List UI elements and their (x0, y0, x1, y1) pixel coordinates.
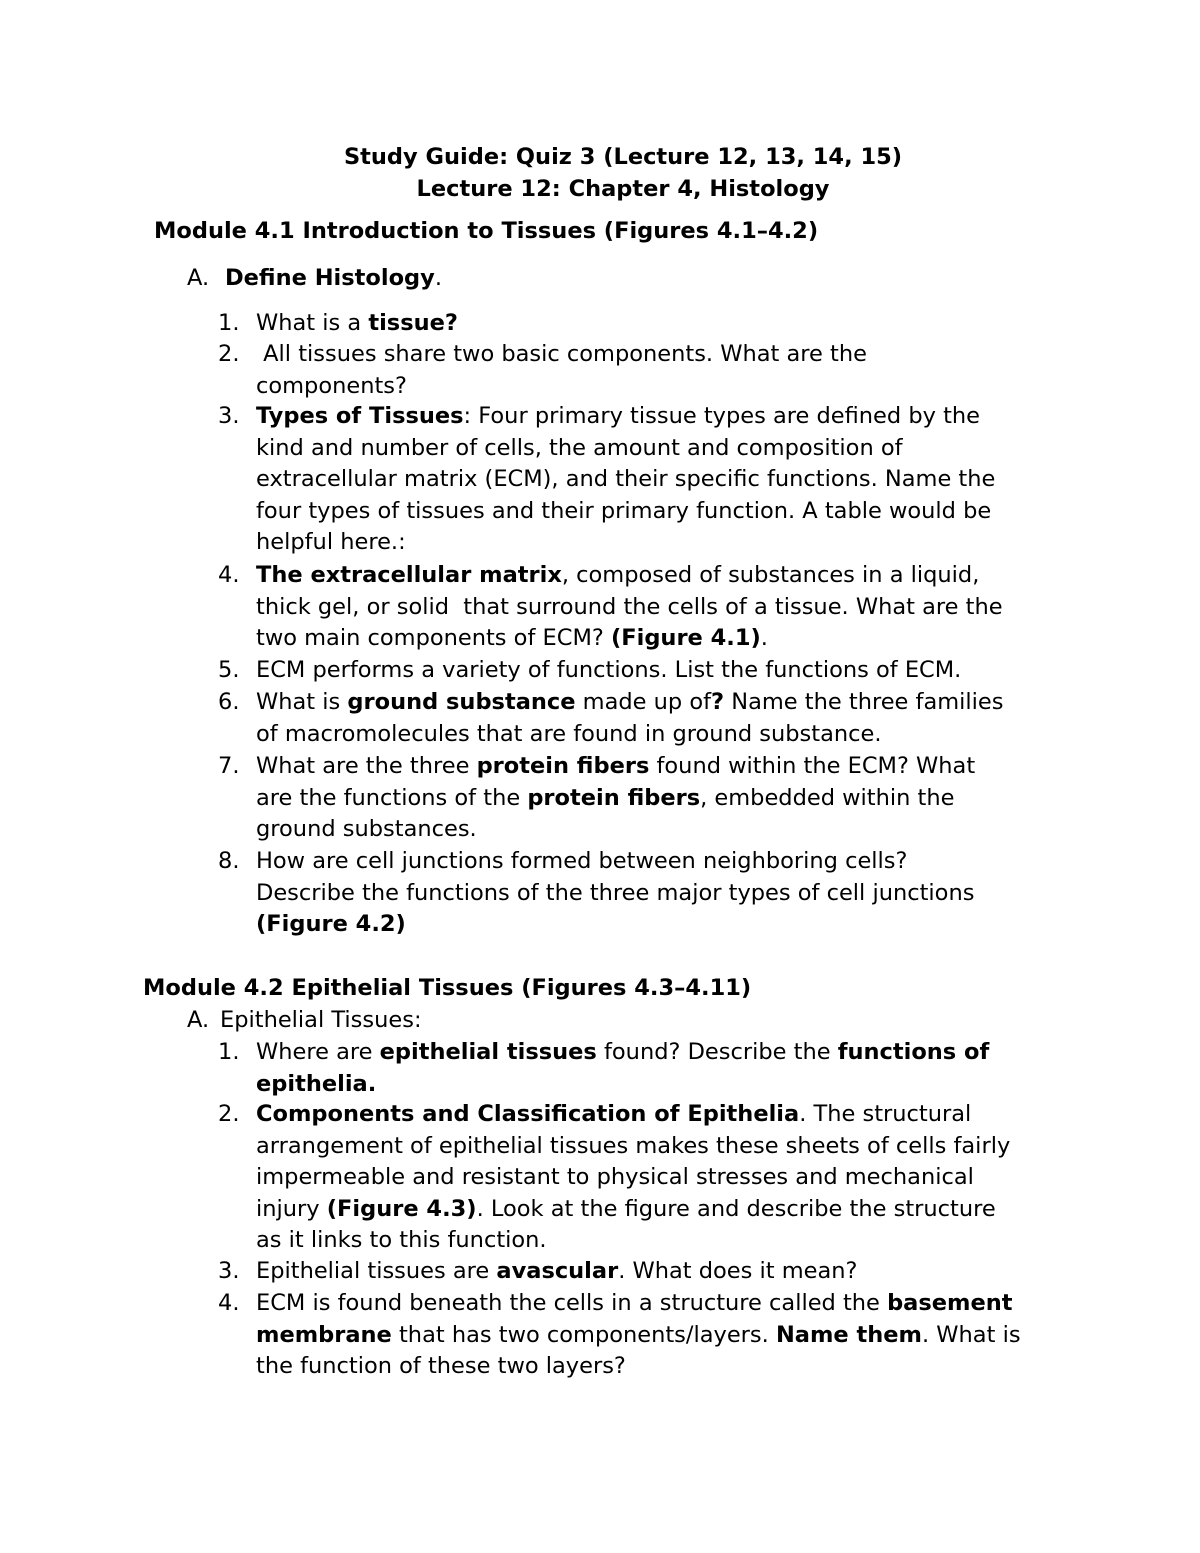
text-run: thick gel, or solid that surround the cells of a tissue. What are the (256, 593, 1003, 620)
item-text-line (256, 1320, 1066, 1352)
item-number: 5. (218, 657, 240, 683)
text-run: are the functions of the (256, 784, 528, 811)
list-item (218, 751, 1058, 846)
item-text-line (256, 527, 1066, 559)
list-item (218, 308, 1058, 340)
item-text (256, 1288, 1066, 1383)
module-heading: Module 4.1 Introduction to Tissues (Figures 4.1–4.2) (154, 218, 819, 244)
item-text-line (256, 592, 1066, 624)
item-text-line (256, 846, 1066, 878)
text-run: impermeable and resistant to physical stresses and mechanical (256, 1164, 974, 1190)
item-text-line (256, 1351, 1066, 1383)
item-text-line (256, 909, 1066, 941)
item-text-line (256, 401, 1066, 433)
item-number: 6. (218, 689, 240, 715)
text-run: Name the three families (724, 689, 1004, 715)
text-run: injury (256, 1195, 327, 1222)
text-run: extracellular matrix (ECM), and their specific functions. Name the (256, 466, 996, 492)
item-text (256, 560, 1066, 655)
item-text-line (256, 719, 1066, 751)
bold-text: The extracellular matrix (256, 562, 562, 588)
item-text (256, 655, 1066, 687)
bold-text: Name them (775, 1321, 922, 1348)
list-item (218, 560, 1058, 655)
item-text-line (256, 623, 1066, 655)
text-run: arrangement of epithelial tissues makes these sheets of cells fairly (256, 1132, 1011, 1159)
section-marker: A. (187, 1007, 210, 1033)
bold-text: epithelial tissues (379, 1039, 597, 1065)
text-run: . What does it mean? (618, 1258, 858, 1284)
text-run: What are the three (256, 753, 477, 779)
text-run: found? Describe the (596, 1039, 838, 1065)
text-run: found within the ECM? What (649, 753, 976, 779)
bold-text: ground substance (347, 689, 576, 715)
item-text-line (256, 1037, 1066, 1069)
title-line-1: Study Guide: Quiz 3 (Lecture 12, 13, 14, 15) (343, 144, 903, 170)
item-text-line (256, 1194, 1066, 1226)
bold-text: avascular (496, 1258, 619, 1284)
item-number: 4. (218, 1290, 240, 1316)
item-text-line (256, 814, 1066, 846)
list-item (218, 1037, 1058, 1100)
item-text-line (256, 339, 1066, 371)
item-number: 1. (218, 310, 240, 336)
bold-text: membrane (256, 1321, 392, 1348)
text-run: that has two components/layers. (391, 1321, 776, 1348)
item-number: 8. (218, 848, 240, 874)
section-heading (187, 263, 442, 294)
item-text (256, 401, 1066, 559)
bold-text: protein fibers (476, 753, 650, 779)
text-run: ECM performs a variety of functions. List the functions of ECM. (256, 657, 962, 683)
text-run: , embedded within the (700, 784, 955, 811)
item-text (256, 846, 1066, 941)
item-text-line (256, 371, 1066, 403)
text-run: . The structural (799, 1101, 972, 1127)
list-item (218, 1288, 1058, 1383)
text-run: All tissues share two basic components. What are the (256, 341, 867, 367)
module-heading: Module 4.2 Epithelial Tissues (Figures 4.3–4.11) (143, 975, 752, 1001)
item-number: 3. (218, 403, 240, 429)
item-number: 1. (218, 1039, 240, 1065)
list-item (218, 1256, 1058, 1288)
text-run: How are cell junctions formed between neighboring cells? (256, 848, 908, 874)
item-text-line (256, 783, 1066, 815)
text-run: made up of (575, 689, 712, 715)
item-text-line (256, 1069, 1066, 1101)
text-run: Describe the functions of the three major types of cell junctions (256, 879, 975, 906)
list-item (218, 401, 1058, 559)
list-item (218, 846, 1058, 941)
text-run: . Look at the figure and describe the structure (476, 1195, 996, 1222)
text-run: components? (256, 372, 407, 399)
item-text-line (256, 878, 1066, 910)
item-number: 3. (218, 1258, 240, 1284)
item-text-line (256, 1225, 1066, 1257)
text-run: kind and number of cells, the amount and composition of (256, 434, 903, 461)
list-item (218, 339, 1058, 402)
bold-text: protein fibers (527, 784, 701, 811)
bold-text: Components and Classification of Epithelia (256, 1101, 800, 1127)
bold-text: (Figure 4.1) (610, 625, 761, 651)
bold-text: (Figure 4.3) (326, 1195, 477, 1222)
text-run: . (760, 625, 768, 651)
text-run: ground substances. (256, 816, 477, 842)
section-suffix: . (434, 265, 442, 291)
item-text-line (256, 655, 1066, 687)
bold-text: epithelia. (256, 1070, 377, 1097)
item-text (256, 687, 1066, 750)
item-text-line (256, 464, 1066, 496)
text-run: four types of tissues and their primary function. A table would be (256, 497, 992, 524)
text-run: : Four primary tissue types are defined by the (463, 403, 981, 429)
text-run: helpful here.: (256, 529, 406, 555)
text-run: Epithelial tissues are (256, 1258, 497, 1284)
item-text-line (256, 496, 1066, 528)
item-number: 7. (218, 753, 240, 779)
item-text-line (256, 1256, 1066, 1288)
text-run: as it links to this function. (256, 1227, 547, 1253)
text-run: of macromolecules that are found in ground substance. (256, 720, 882, 747)
section-marker: A. (187, 265, 210, 291)
bold-text: ? (711, 689, 725, 715)
item-number: 2. (218, 341, 240, 367)
text-run: What is a (256, 310, 369, 336)
section-heading (187, 1005, 422, 1036)
bold-text: functions of (837, 1039, 990, 1065)
list-item (218, 655, 1058, 687)
item-text (256, 751, 1066, 846)
bold-text: Types of Tissues (256, 403, 464, 429)
bold-text: basement (887, 1290, 1013, 1316)
document-title (0, 141, 1200, 205)
item-text-line (256, 560, 1066, 592)
section-label: Epithelial Tissues: (220, 1007, 422, 1033)
item-text-line (256, 687, 1066, 719)
item-text-line (256, 1099, 1066, 1131)
text-run: ECM is found beneath the cells in a structure called the (256, 1290, 888, 1316)
list-item (218, 687, 1058, 750)
item-number: 2. (218, 1101, 240, 1127)
item-text (256, 308, 1066, 340)
item-text-line (256, 751, 1066, 783)
text-run: the function of these two layers? (256, 1353, 626, 1379)
item-text-line (256, 433, 1066, 465)
item-text-line (256, 1162, 1066, 1194)
item-text (256, 1037, 1066, 1100)
item-text (256, 1256, 1066, 1288)
item-text-line (256, 1131, 1066, 1163)
item-text-line (256, 1288, 1066, 1320)
text-run: . What is (922, 1321, 1021, 1348)
text-run: Where are (256, 1039, 380, 1065)
item-number: 4. (218, 562, 240, 588)
text-run: two main components of ECM? (256, 625, 611, 651)
item-text-line (256, 308, 1066, 340)
title-line-2: Lecture 12: Chapter 4, Histology (416, 176, 830, 202)
text-run: , composed of substances in a liquid, (561, 562, 980, 588)
item-text (256, 339, 1066, 402)
section-label: Define Histology (225, 265, 435, 291)
bold-text: (Figure 4.2) (256, 911, 406, 937)
item-text (256, 1099, 1066, 1257)
bold-text: tissue? (368, 310, 458, 336)
text-run: What is (256, 689, 348, 715)
list-item (218, 1099, 1058, 1257)
